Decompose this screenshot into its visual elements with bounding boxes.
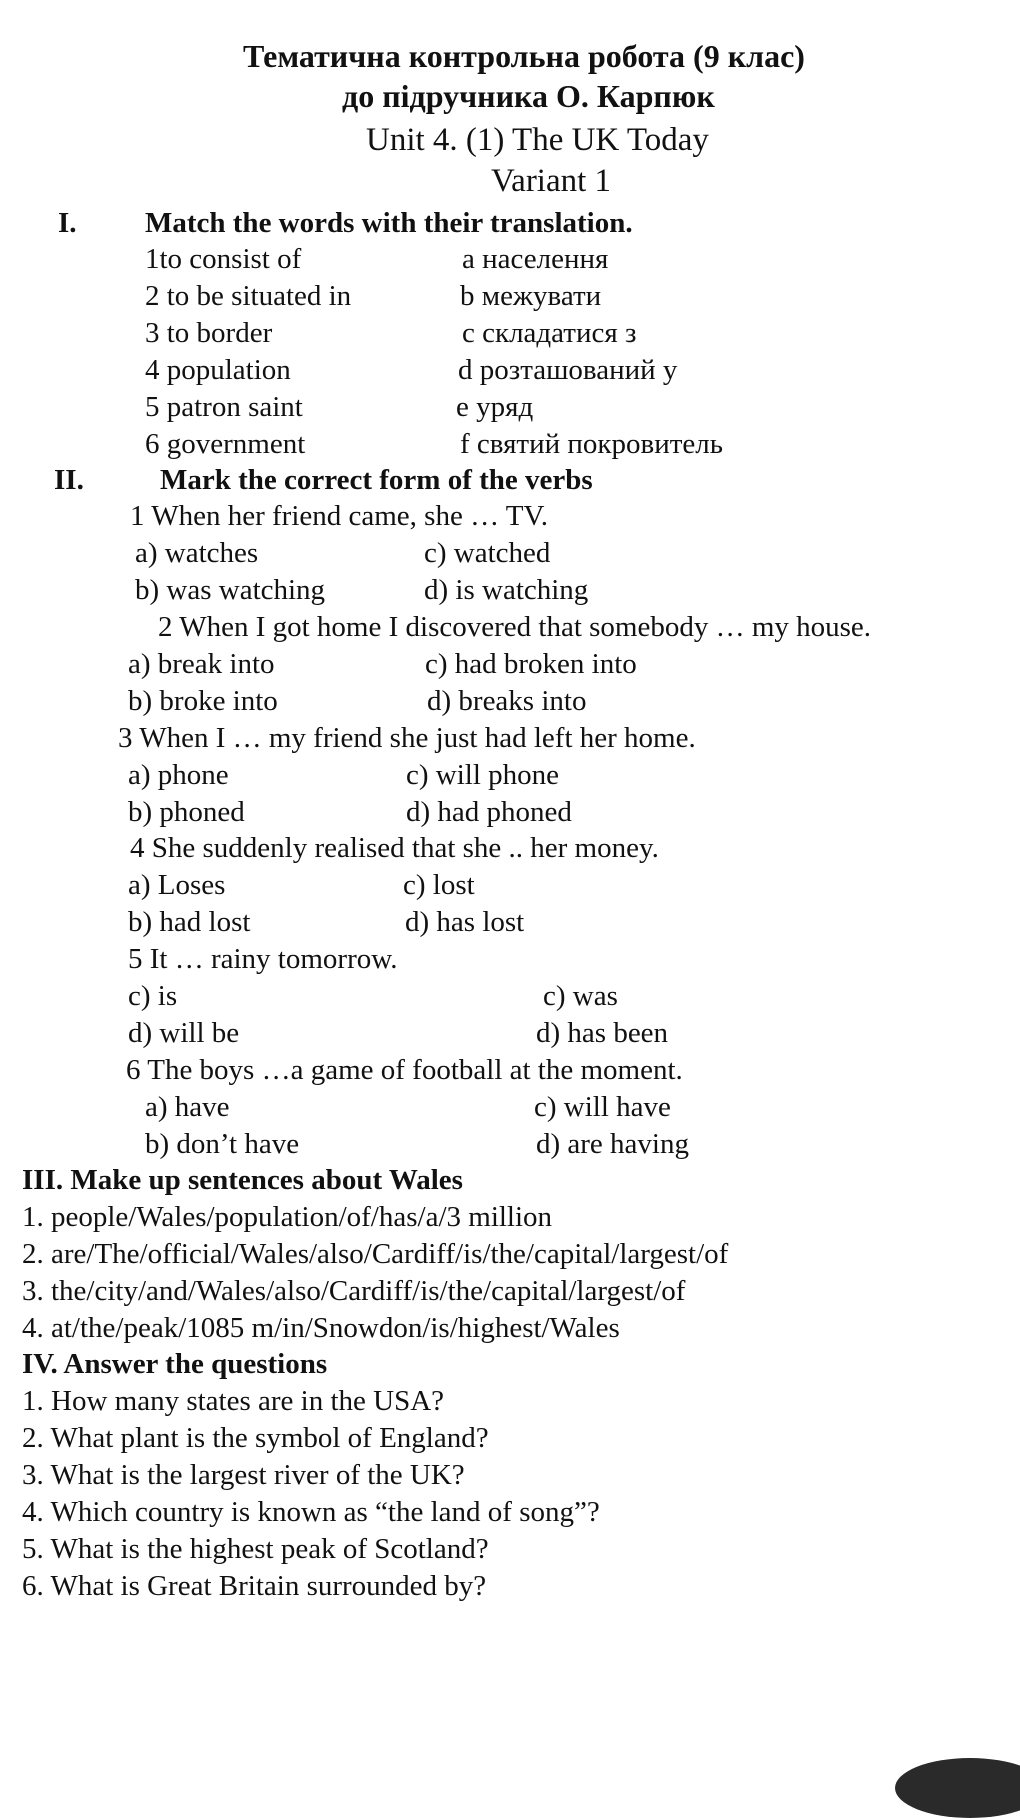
section1-number: I. xyxy=(58,207,77,239)
match-translation: a населення xyxy=(462,243,609,275)
corner-overlay-shape xyxy=(895,1758,1020,1818)
verb-question: 6 The boys …a game of football at the moment. xyxy=(126,1054,683,1086)
question-item: 3. What is the largest river of the UK? xyxy=(22,1459,465,1491)
question-item: 5. What is the highest peak of Scotland? xyxy=(22,1533,489,1565)
verb-option: d) will be xyxy=(128,1017,240,1049)
title-line-2: до підручника О. Карпюк xyxy=(342,78,715,114)
match-translation: e уряд xyxy=(456,391,534,423)
sentence-item: 2. are/The/official/Wales/also/Cardiff/is/the/capital/largest/of xyxy=(22,1238,729,1270)
sentence-item: 4. at/the/peak/1085 m/in/Snowdon/is/highest/Wales xyxy=(22,1312,620,1344)
verb-option: a) phone xyxy=(128,759,229,791)
verb-option: d) had phoned xyxy=(406,796,572,828)
match-translation: d розташований у xyxy=(458,354,678,386)
verb-option: c) had broken into xyxy=(425,648,637,680)
verb-option: c) will phone xyxy=(406,759,560,791)
section1-heading: Match the words with their translation. xyxy=(145,207,633,239)
verb-option: a) watches xyxy=(135,537,259,569)
verb-question: 3 When I … my friend she just had left her home. xyxy=(118,722,696,754)
question-item: 6. What is Great Britain surrounded by? xyxy=(22,1570,487,1602)
title-line-1: Тематична контрольна робота (9 клас) xyxy=(243,38,805,74)
question-item: 2. What plant is the symbol of England? xyxy=(22,1422,489,1454)
verb-option: a) Loses xyxy=(128,869,226,901)
match-translation: f святий покровитель xyxy=(460,428,723,460)
verb-option: d) are having xyxy=(536,1128,689,1160)
sentence-item: 3. the/city/and/Wales/also/Cardiff/is/the/capital/largest/of xyxy=(22,1275,686,1307)
match-word: 4 population xyxy=(145,354,291,386)
verb-option: c) was xyxy=(543,980,618,1012)
verb-option: b) don’t have xyxy=(145,1128,300,1160)
verb-option: c) is xyxy=(128,980,178,1012)
verb-option: b) had lost xyxy=(128,906,251,938)
match-word: 5 patron saint xyxy=(145,391,303,423)
verb-option: d) has lost xyxy=(405,906,525,938)
verb-option: c) lost xyxy=(403,869,475,901)
sentence-item: 1. people/Wales/population/of/has/a/3 million xyxy=(22,1201,553,1233)
question-item: 1. How many states are in the USA? xyxy=(22,1385,445,1417)
match-translation: b межувати xyxy=(460,280,602,312)
variant-title: Variant 1 xyxy=(491,163,612,199)
verb-option: c) will have xyxy=(534,1091,671,1123)
question-item: 4. Which country is known as “the land of song”? xyxy=(22,1496,600,1528)
section2-heading: Mark the correct form of the verbs xyxy=(160,464,593,496)
match-translation: c складатися з xyxy=(462,317,637,349)
verb-option: c) watched xyxy=(424,537,551,569)
unit-title: Unit 4. (1) The UK Today xyxy=(366,122,709,158)
verb-option: d) is watching xyxy=(424,574,589,606)
verb-question: 5 It … rainy tomorrow. xyxy=(128,943,398,975)
verb-option: b) broke into xyxy=(128,685,278,717)
verb-option: b) phoned xyxy=(128,796,245,828)
section2-number: II. xyxy=(54,464,84,496)
match-word: 3 to border xyxy=(145,317,273,349)
section3-heading: III. Make up sentences about Wales xyxy=(22,1164,463,1196)
verb-option: d) has been xyxy=(536,1017,669,1049)
verb-question: 4 She suddenly realised that she .. her money. xyxy=(130,832,659,864)
match-word: 2 to be situated in xyxy=(145,280,352,312)
match-word: 1to consist of xyxy=(145,243,302,275)
section4-heading: IV. Answer the questions xyxy=(22,1348,328,1380)
match-word: 6 government xyxy=(145,428,306,460)
verb-option: a) have xyxy=(145,1091,230,1123)
verb-option: a) break into xyxy=(128,648,275,680)
verb-option: d) breaks into xyxy=(427,685,587,717)
verb-question: 2 When I got home I discovered that somebody … my house. xyxy=(158,611,872,643)
verb-question: 1 When her friend came, she … TV. xyxy=(130,500,548,532)
verb-option: b) was watching xyxy=(135,574,326,606)
